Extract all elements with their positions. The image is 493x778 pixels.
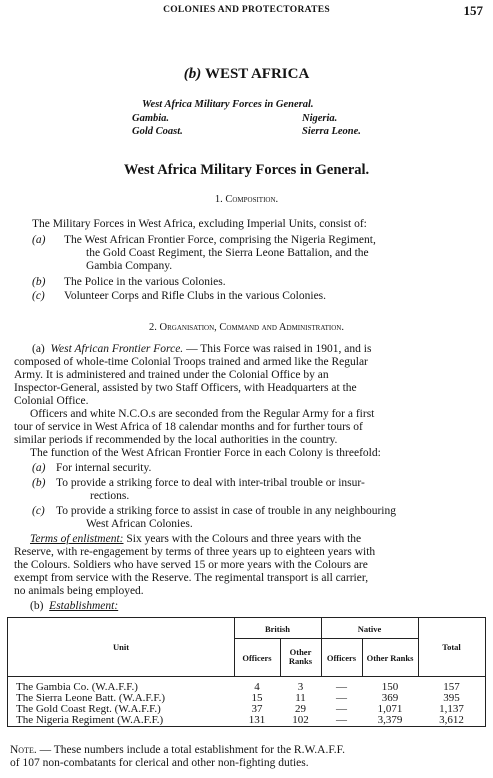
list-item-line: Gambia Company.	[86, 260, 173, 272]
paragraph-line: Inspector-General, assisted by two Staff Officers, with Headquarters at the	[14, 382, 357, 394]
list-item-line: The West African Frontier Force, comprising the Nigeria Regiment,	[64, 234, 376, 246]
list-marker: (b)	[32, 477, 46, 489]
list-item-line: Volunteer Corps and Rifle Clubs in the various Colonies.	[64, 290, 327, 302]
table-group-rule	[234, 638, 418, 639]
cell-total: 157	[443, 681, 460, 693]
cell-total: 395	[443, 692, 460, 704]
cell-native-officers: —	[336, 703, 347, 715]
header-unit: Unit	[112, 642, 130, 652]
cell-unit: The Sierra Leone Batt. (W.A.F.F.)	[16, 692, 166, 704]
cell-british-officers: 131	[248, 714, 266, 726]
cell-native-other-ranks: 369	[381, 692, 399, 704]
section-name: WEST AFRICA	[204, 66, 310, 82]
running-head: COLONIES AND PROTECTORATES	[163, 5, 330, 15]
header-native-officers: Officers	[326, 653, 357, 663]
list-marker: (a)	[32, 462, 46, 474]
contents-item: Nigeria.	[302, 113, 338, 124]
establishment-heading	[30, 600, 118, 612]
list-marker: (b)	[32, 276, 46, 288]
footnote	[10, 744, 345, 756]
header-line: Ranks	[288, 656, 313, 666]
list-item-line: To provide a striking force to deal with inter-tribal trouble or insur-	[56, 477, 365, 489]
header-total: Total	[442, 642, 461, 652]
cell-native-officers: —	[336, 692, 347, 704]
terms-lead: Terms of enlistment:	[30, 533, 124, 545]
cell-native-other-ranks: 1,071	[377, 703, 403, 715]
list-item-line: The Police in the various Colonies.	[64, 276, 226, 288]
list-item-line: rections.	[90, 490, 130, 502]
paragraph-lead: West African Frontier Force.	[50, 343, 184, 355]
paragraph-line: no animals being employed.	[14, 585, 144, 597]
cell-native-other-ranks: 150	[381, 681, 399, 693]
paragraph-line: composed of whole-time Colonial Troops trained and armed like the Regular	[14, 356, 368, 368]
establishment-table	[7, 617, 486, 727]
note-line: — These numbers include a total establishment for the R.W.A.F.F.	[36, 744, 346, 756]
cell-native-officers: —	[336, 681, 347, 693]
list-item-line: the Gold Coast Regiment, the Sierra Leone Battalion, and the	[86, 247, 369, 259]
cell-total: 3,612	[439, 714, 464, 726]
cell-total: 1,137	[439, 703, 464, 715]
note-lead: Note.	[10, 744, 37, 756]
paragraph-line: tour of service in West Africa of 18 calendar months and for further tours of	[14, 421, 363, 433]
cell-british-officers: 4	[254, 681, 260, 693]
paragraph-line: the Colours. Soldiers who have served 15 or more years with the Colours are	[14, 559, 368, 571]
paragraph-line: similar periods if recommended by the local authorities in the country.	[14, 434, 338, 446]
paragraph-line: Officers and white N.C.O.s are seconded from the Regular Army for a first	[30, 408, 375, 420]
contents-item: Gambia.	[132, 113, 170, 124]
composition-heading: 1. Composition.	[214, 194, 279, 205]
cell-native-other-ranks: 3,379	[377, 714, 403, 726]
section-title	[0, 66, 493, 83]
header-line: Other	[289, 647, 312, 657]
cell-british-officers: 15	[251, 692, 263, 704]
page-number: 157	[463, 3, 483, 18]
list-marker: (c)	[32, 505, 45, 517]
list-item-line: To provide a striking force to assist in case of trouble in any neighbouring	[56, 505, 396, 517]
header-native-other-ranks: Other Ranks	[366, 653, 414, 663]
cell-unit: The Gold Coast Regt. (W.A.F.F.)	[16, 703, 161, 715]
paragraph-line: Six years with the Colours and three years with the	[123, 533, 362, 545]
paragraph-line: Reserve, with re-engagement by terms of three years up to eighteen years with	[14, 546, 376, 558]
paragraph-marker: (a)	[32, 343, 45, 355]
paragraph-line: The function of the West African Frontier Force in each Colony is threefold:	[30, 447, 381, 459]
paragraph-line: exempt from service with the Reserve. The regimental transport is all carrier,	[14, 572, 369, 584]
paragraph-line: Army. It is administered and trained under the Colonial Office by an	[14, 369, 329, 381]
header-british: British	[264, 624, 291, 634]
list-item-line: West African Colonies.	[86, 518, 193, 530]
cell-british-other-ranks: 29	[295, 703, 306, 715]
list-marker: (c)	[32, 290, 45, 302]
paragraph-line: — This Force was raised in 1901, and is	[186, 343, 372, 355]
composition-intro: The Military Forces in West Africa, excluding Imperial Units, consist of:	[32, 218, 367, 230]
establishment-label: Establishment:	[49, 600, 119, 612]
paragraph-first-line	[32, 343, 371, 355]
cell-british-other-ranks: 3	[297, 681, 304, 693]
cell-unit: The Gambia Co. (W.A.F.F.)	[16, 681, 138, 693]
header-british-other-ranks	[280, 648, 321, 666]
contents-item: Gold Coast.	[132, 126, 183, 137]
contents-title: West Africa Military Forces in General.	[142, 99, 314, 110]
cell-native-officers: —	[336, 714, 347, 726]
cell-british-officers: 37	[251, 703, 263, 715]
header-native: Native	[357, 624, 382, 634]
cell-british-other-ranks: 102	[292, 714, 309, 726]
organisation-heading: 2. Organisation, Command and Administration.	[149, 322, 344, 333]
list-item-line: For internal security.	[56, 462, 152, 474]
contents-item: Sierra Leone.	[302, 126, 361, 137]
header-british-officers: Officers	[242, 653, 272, 663]
section-label: (b)	[183, 66, 202, 82]
list-marker: (a)	[32, 234, 46, 246]
paragraph-line: Colonial Office.	[14, 395, 89, 407]
table-header-rule	[8, 676, 485, 677]
cell-british-other-ranks: 11	[295, 692, 306, 704]
main-heading: West Africa Military Forces in General.	[123, 162, 370, 178]
note-line: of 107 non-combatants for clerical and other non-fighting duties.	[10, 757, 309, 769]
paragraph-first-line	[30, 533, 361, 545]
cell-unit: The Nigeria Regiment (W.A.F.F.)	[16, 714, 164, 726]
paragraph-marker: (b)	[30, 600, 44, 612]
